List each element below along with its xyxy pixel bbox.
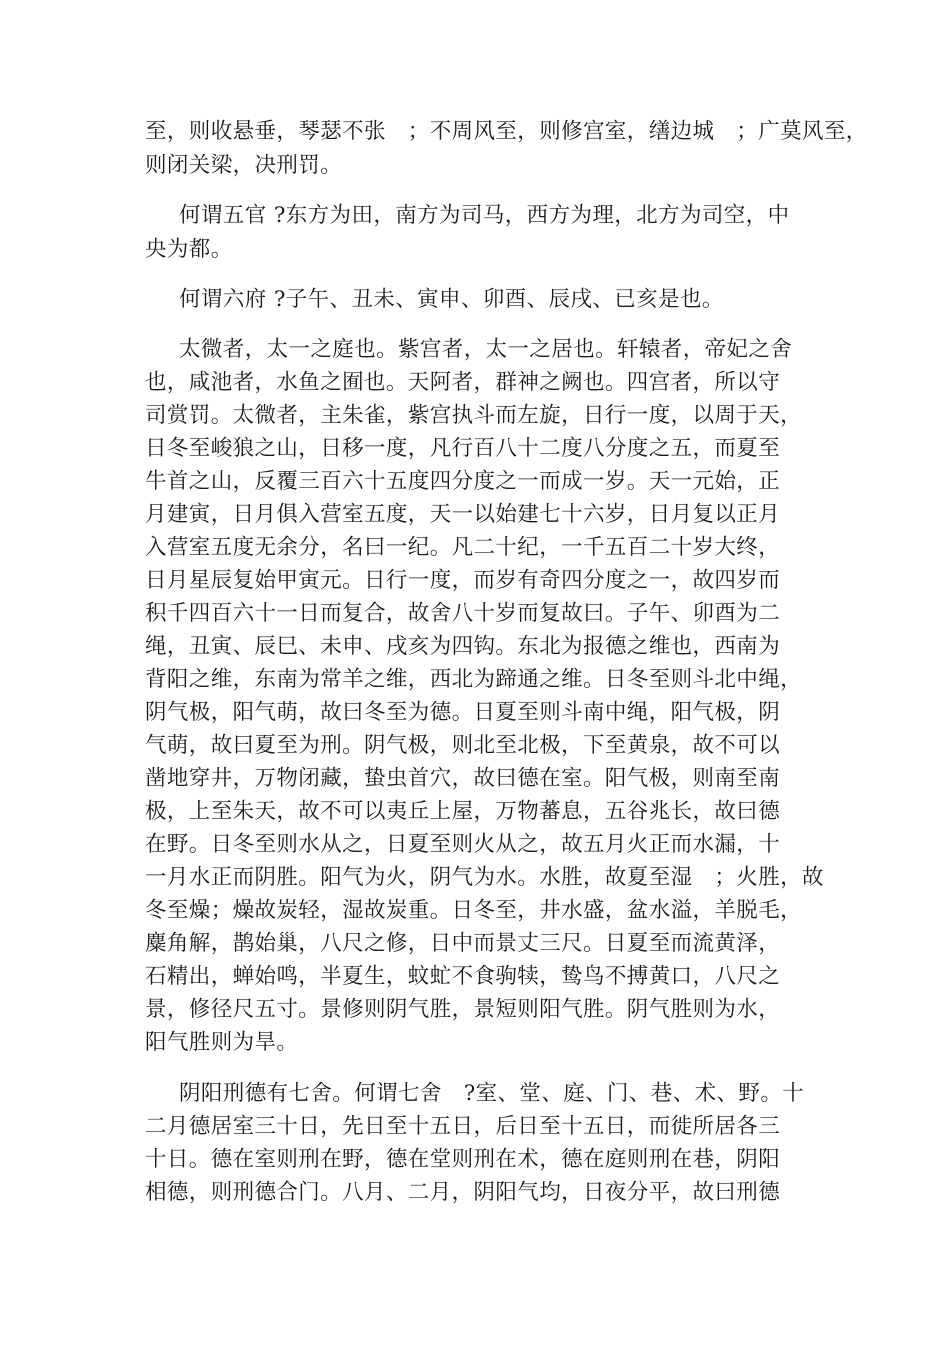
text-line: 一月水正而阴胜。阳气为火，阴气为水。水胜，故夏至湿 ；火胜，故 — [145, 865, 824, 890]
text-line: 绳，丑寅、辰巳、未申、戌亥为四钩。东北为报德之维也，西南为 — [145, 634, 781, 659]
text-line: 至，则收悬垂，琴瑟不张 ；不周风至，则修宫室，缮边城 ；广莫风至， — [145, 119, 868, 144]
text-line: 极，上至朱天，故不可以夷丘上屋，万物蕃息，五谷兆长，故曰德 — [145, 799, 781, 824]
text-line: 阴气极，阳气萌，故曰冬至为德。日夏至则斗南中绳，阳气极，阴 — [145, 700, 781, 725]
text-line: 日月星辰复始甲寅元。日行一度，而岁有奇四分度之一，故四岁而 — [145, 568, 781, 593]
text-line: 凿地穿井，万物闭藏，蛰虫首穴，故曰德在室。阳气极，则南至南 — [145, 766, 781, 791]
text-line: 何谓六府 ?子午、丑未、寅申、卯酉、辰戌、已亥是也。 — [179, 287, 724, 312]
text-line: 入营室五度无余分，名曰一纪。凡二十纪，一千五百二十岁大终， — [145, 535, 781, 560]
text-line: 阳气胜则为旱。 — [145, 1030, 299, 1055]
text-line: 也，咸池者，水鱼之囿也。天阿者，群神之阙也。四宫者，所以守 — [145, 370, 781, 395]
text-line: 月建寅，日月俱入营室五度，天一以始建七十六岁，日月复以正月 — [145, 502, 781, 527]
text-line: 在野。日冬至则水从之，日夏至则火从之，故五月火正而水漏，十 — [145, 832, 781, 857]
text-line: 冬至燥；燥故炭轻，湿故炭重。日冬至，井水盛，盆水溢，羊脱毛， — [145, 898, 803, 923]
text-line: 二月德居室三十日，先日至十五日，后日至十五日，而徙所居各三 — [145, 1114, 781, 1139]
text-line: 阴阳刑德有七舍。何谓七舍 ?室、堂、庭、门、巷、术、野。十 — [179, 1081, 805, 1106]
text-line: 气萌，故曰夏至为刑。阴气极，则北至北极，下至黄泉，故不可以 — [145, 733, 781, 758]
text-line: 日冬至峻狼之山，日移一度，凡行百八十二度八分度之五，而夏至 — [145, 436, 781, 461]
text-line: 相德，则刑德合门。八月、二月，阴阳气均，日夜分平，故曰刑德 — [145, 1180, 781, 1205]
text-line: 景，修径尺五寸。景修则阴气胜，景短则阳气胜。阴气胜则为水， — [145, 997, 781, 1022]
text-line: 麋角解，鹊始巢，八尺之修，日中而景丈三尺。日夏至而流黄泽， — [145, 931, 781, 956]
text-line: 积千四百六十一日而复合，故舍八十岁而复故曰。子午、卯酉为二 — [145, 601, 781, 626]
text-line: 牛首之山，反覆三百六十五度四分度之一而成一岁。天一元始，正 — [145, 469, 781, 494]
text-line: 背阳之维，东南为常羊之维，西北为蹄通之维。日冬至则斗北中绳， — [145, 667, 803, 692]
text-line: 石精出，蝉始鸣，半夏生，蚊虻不食驹犊，鸷鸟不搏黄口，八尺之 — [145, 964, 781, 989]
text-line: 太微者，太一之庭也。紫宫者，太一之居也。轩辕者，帝妃之舍 — [179, 337, 793, 362]
text-line: 何谓五官 ?东方为田，南方为司马，西方为理，北方为司空，中 — [179, 203, 790, 228]
text-line: 司赏罚。太微者，主朱雀，紫宫执斗而左旋，日行一度，以周于天， — [145, 403, 803, 428]
text-line: 十日。德在室则刑在野，德在堂则刑在术，德在庭则刑在巷，阴阳 — [145, 1147, 781, 1172]
text-line: 央为都。 — [145, 237, 233, 262]
text-line: 则闭关梁，决刑罚。 — [145, 153, 343, 178]
